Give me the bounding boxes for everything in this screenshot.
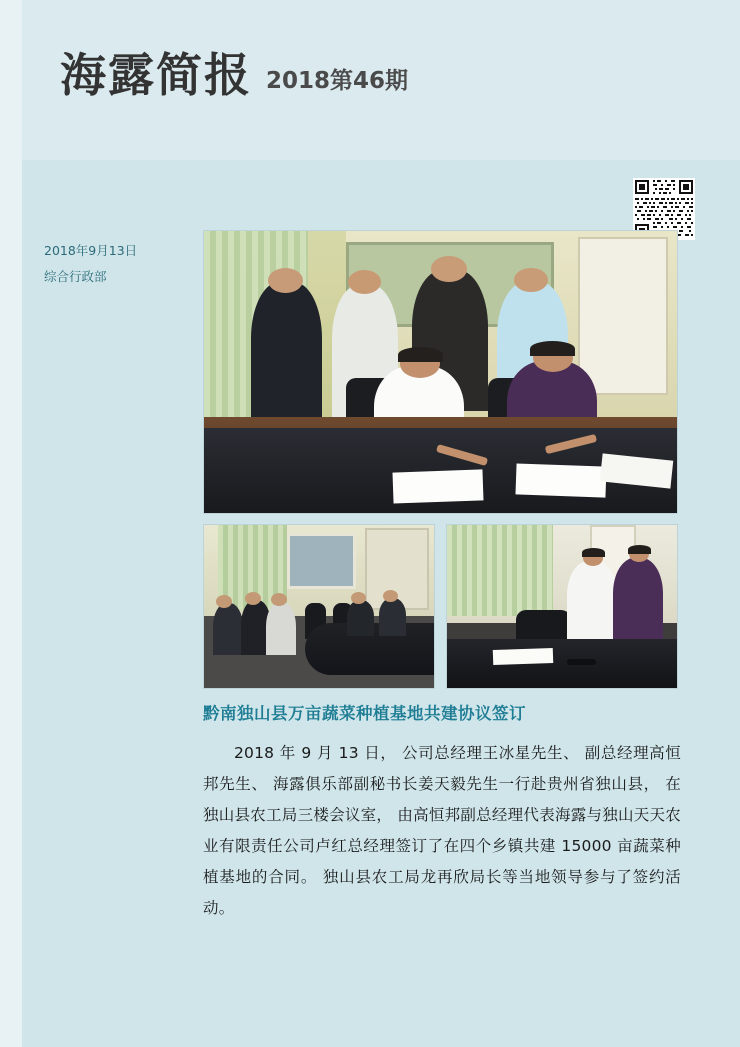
meta-block [44, 238, 204, 290]
article-title: 黔南独山县万亩蔬菜种植基地共建协议签订 [203, 704, 526, 723]
photo-speech [446, 524, 678, 689]
department-name: 综合行政部 [44, 269, 107, 284]
masthead-issue: 2018第46期 [266, 68, 409, 94]
photo-artwork [447, 525, 677, 688]
masthead [60, 48, 409, 102]
article [203, 700, 681, 924]
left-edge-strip [0, 0, 22, 1047]
photo-row [203, 524, 678, 689]
photo-gallery [203, 230, 678, 689]
photo-meeting-room [203, 524, 435, 689]
masthead-title: 海露简报 [60, 48, 252, 102]
photo-artwork [204, 231, 677, 513]
photo-signing-ceremony-main [203, 230, 678, 514]
article-body: 2018 年 9 月 13 日， 公司总经理王冰星先生、 副总经理高恒邦先生、 海露俱乐部副秘书长姜天毅先生一行赴贵州省独山县， 在独山县农工局三楼会议室， 由高恒邦副总经理代表海露与独山天天农业有限责任公司卢红总经理签订了在四个乡镇共建 15000 亩蔬菜种植基地的合同。 独山县农工局龙再欣局长等当地领导参与了签约活动。 [203, 744, 681, 917]
page-header [22, 0, 740, 160]
newsletter-page [22, 0, 740, 1047]
publish-date: 2018年9月13日 [44, 243, 138, 258]
photo-artwork [204, 525, 434, 688]
